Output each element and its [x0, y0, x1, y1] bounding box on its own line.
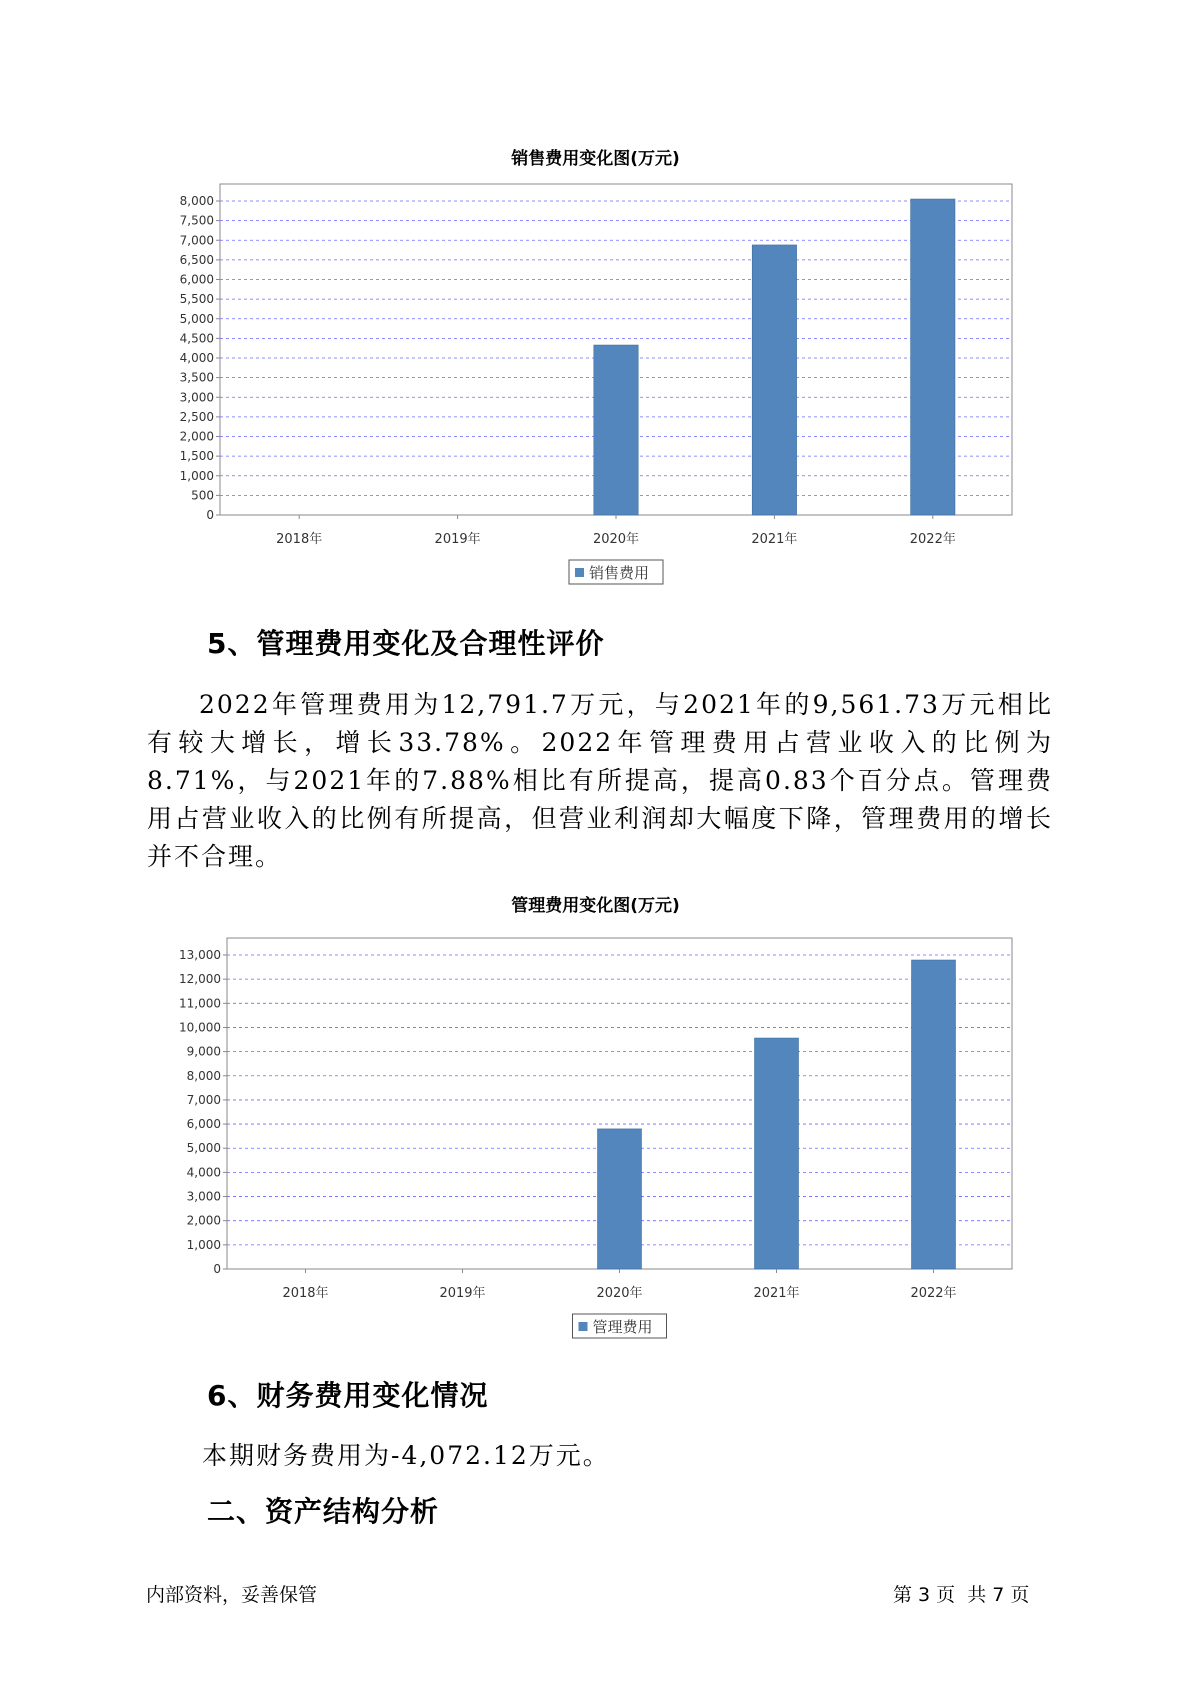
footer-confidential: 内部资料，妥善保管 [146, 1584, 318, 1606]
x-tick-label: 2020年 [596, 1286, 643, 1301]
y-tick-label: 1,000 [186, 1237, 221, 1252]
y-tick-label: 2,000 [179, 429, 214, 444]
legend-label: 销售费用 [589, 564, 650, 582]
x-tick-label: 2019年 [434, 532, 481, 547]
section5-paragraph: 2022年管理费用为12,791.7万元，与2021年的9,561.73万元相比有较大增长，增长33.78%。2022年管理费用占营业收入的比例为8.71%，与2021年的7.88%相比有所提高，提高0.83个百分点。管理费用占营业收入的比例有所提高，但营业利润却大幅度下降，管理费用的增长并不合理。 [147, 690, 1053, 871]
section6-paragraph: 本期财务费用为-4,072.12万元。 [202, 1441, 610, 1470]
section2-heading: 二、资产结构分析 [207, 1495, 440, 1528]
y-tick-label: 2,000 [186, 1213, 221, 1228]
y-tick-label: 4,500 [179, 331, 214, 346]
x-tick-label: 2018年 [282, 1286, 329, 1301]
section6-heading: 6、财务费用变化情况 [207, 1379, 489, 1412]
y-tick-label: 5,000 [179, 311, 214, 326]
x-tick-label: 2022年 [909, 532, 956, 547]
y-tick-label: 0 [213, 1262, 221, 1276]
y-tick-label: 13,000 [179, 948, 221, 962]
bar-2021年 [755, 1038, 799, 1269]
section5-heading: 5、管理费用变化及合理性评价 [207, 627, 605, 660]
y-tick-label: 5,500 [179, 292, 214, 307]
bar-2020年 [598, 1129, 642, 1269]
y-tick-label: 6,000 [179, 272, 214, 287]
y-tick-label: 8,000 [179, 194, 214, 208]
y-tick-label: 3,500 [179, 370, 214, 385]
y-tick-label: 12,000 [179, 972, 221, 987]
bar-2022年 [912, 960, 956, 1269]
y-tick-label: 7,000 [186, 1092, 221, 1107]
y-tick-label: 4,000 [186, 1165, 221, 1180]
y-tick-label: 8,000 [186, 1068, 221, 1083]
y-tick-label: 6,000 [186, 1117, 221, 1132]
chart-title-admin-expense: 管理费用变化图(万元) [511, 896, 680, 916]
y-tick-label: 6,500 [179, 252, 214, 267]
footer-page-number: 第 3 页 共 7 页 [893, 1584, 1030, 1606]
y-tick-label: 3,000 [179, 390, 214, 405]
x-tick-label: 2021年 [751, 532, 798, 547]
legend-swatch [579, 1322, 588, 1331]
x-tick-label: 2021年 [753, 1286, 800, 1301]
y-tick-label: 0 [206, 508, 214, 522]
chart-title-sales-expense: 销售费用变化图(万元) [511, 149, 680, 169]
x-tick-label: 2018年 [276, 532, 323, 547]
y-tick-label: 7,500 [179, 213, 214, 228]
y-tick-label: 1,000 [179, 468, 214, 483]
y-tick-label: 7,000 [179, 233, 214, 248]
y-tick-label: 4,000 [179, 351, 214, 365]
y-tick-label: 11,000 [179, 996, 221, 1011]
legend-label: 管理费用 [592, 1318, 653, 1336]
y-tick-label: 3,000 [186, 1189, 221, 1204]
x-tick-label: 2022年 [910, 1286, 957, 1301]
y-tick-label: 9,000 [186, 1044, 221, 1059]
y-tick-label: 10,000 [179, 1020, 221, 1035]
y-tick-label: 5,000 [186, 1141, 221, 1156]
x-tick-label: 2019年 [439, 1286, 486, 1301]
y-tick-label: 500 [191, 488, 214, 503]
y-tick-label: 2,500 [179, 409, 214, 424]
x-tick-label: 2020年 [592, 532, 640, 547]
y-tick-label: 1,500 [179, 449, 214, 464]
